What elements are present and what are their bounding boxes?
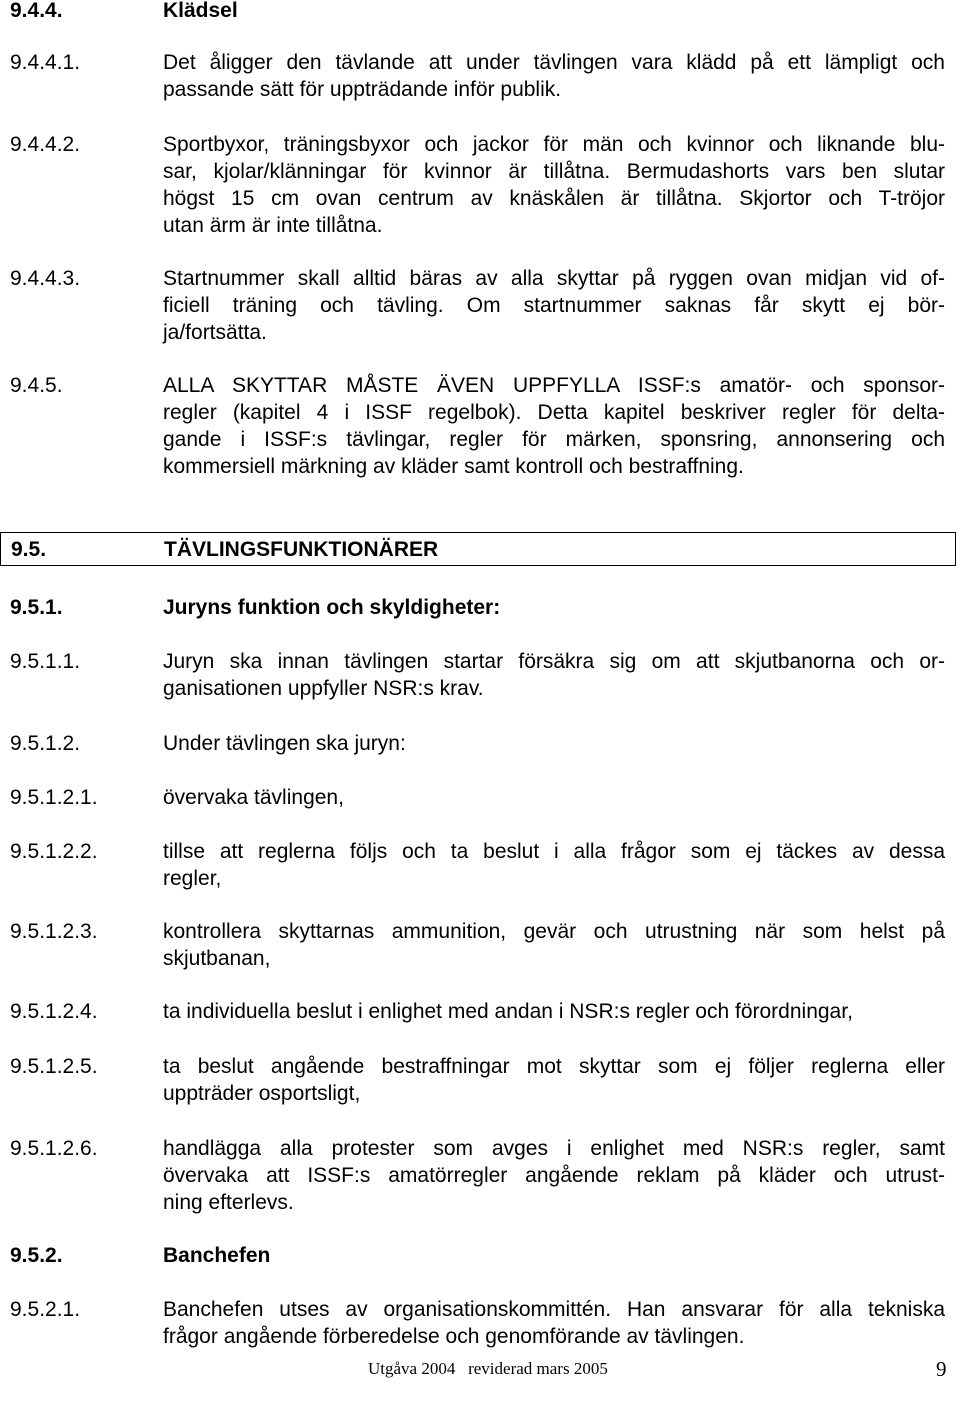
text-line: tillse att reglerna följs och ta beslut i alla frågor som ej täckes av dessa [163,840,945,863]
text-line: Banchefen utses av organisationskommittén. Han ansvarar för alla tekniska [163,1298,945,1321]
paragraph-number: 9.5.1.2. [10,732,81,755]
paragraph-number: 9.5.1.2.4. [10,1000,98,1023]
text-line: Startnummer skall alltid bäras av alla skyttar på ryggen ovan midjan vid of- [163,267,945,290]
footer-edition: Utgåva 2004 reviderad mars 2005 [368,1359,608,1378]
section-heading-box [0,532,956,566]
text-line: ganisationen uppfyller NSR:s krav. [163,677,484,700]
text-line: uppträder osportsligt, [163,1082,361,1105]
paragraph-number: 9.5.1.2.2. [10,840,98,863]
section-title: TÄVLINGSFUNKTIONÄRER [164,538,439,561]
text-line: övervaka att ISSF:s amatörregler angående reklam på kläder och utrust- [163,1164,945,1187]
paragraph-number: 9.4.4.1. [10,51,81,74]
paragraph-number: 9.4.4.3. [10,267,81,290]
paragraph-text [163,1296,945,1350]
text-line: kommersiell märkning av kläder samt kontroll och bestraffning. [163,455,744,478]
paragraph-text [163,265,945,346]
text-line: Sportbyxor, träningsbyxor och jackor för män och kvinnor och liknande blu- [163,133,945,156]
paragraph-text [163,1053,945,1107]
text-line: Det åligger den tävlande att under tävlingen vara klädd på ett lämpligt och [163,51,945,74]
text-line: handlägga alla protester som avges i enlighet med NSR:s regler, samt [163,1137,945,1160]
section-title: Juryns funktion och skyldigheter: [163,596,501,619]
section-number: 9.4.4. [10,0,63,22]
paragraph-text [163,784,945,811]
text-line: övervaka tävlingen, [163,786,344,809]
section-title: Klädsel [163,0,238,22]
paragraph-number: 9.5.1.2.5. [10,1055,98,1078]
paragraph-text [163,1135,945,1216]
paragraph-number: 9.4.5. [10,374,63,397]
text-line: sar, kjolar/klänningar för kvinnor är tillåtna. Bermudashorts vars ben slutar [163,160,945,183]
paragraph-text [163,730,945,757]
text-line: ta individuella beslut i enlighet med andan i NSR:s regler och förordningar, [163,1000,853,1023]
paragraph-number: 9.5.1.1. [10,650,81,673]
text-line: ning efterlevs. [163,1191,294,1214]
text-line: regler, [163,867,222,890]
text-line: Under tävlingen ska juryn: [163,732,406,755]
text-line: ja/fortsätta. [163,321,267,344]
text-line: Juryn ska innan tävlingen startar försäkra sig om att skjutbanorna och or- [163,650,945,673]
text-line: ALLA SKYTTAR MÅSTE ÄVEN UPPFYLLA ISSF:s amatör- och sponsor- [163,374,945,397]
page-number: 9 [936,1357,947,1381]
paragraph-text [163,49,945,103]
text-line: frågor angående förberedelse och genomförande av tävlingen. [163,1325,745,1348]
text-line: kontrollera skyttarnas ammunition, gevär och utrustning när som helst på [163,920,945,943]
text-line: regler (kapitel 4 i ISSF regelbok). Detta kapitel beskriver regler för delta- [163,401,945,424]
paragraph-text [163,838,945,892]
text-line: ta beslut angående bestraffningar mot skyttar som ej följer reglerna eller [163,1055,945,1078]
paragraph-number: 9.5.1.2.6. [10,1137,98,1160]
text-line: skjutbanan, [163,947,271,970]
paragraph-text [163,372,945,480]
text-line: passande sätt för uppträdande inför publik. [163,78,562,101]
paragraph-text [163,918,945,972]
section-number: 9.5.1. [10,596,63,619]
paragraph-number: 9.4.4.2. [10,133,81,156]
section-title: Banchefen [163,1244,271,1267]
paragraph-text [163,648,945,702]
paragraph-text [163,131,945,239]
text-line: ficiell träning och tävling. Om startnummer saknas får skytt ej bör- [163,294,945,317]
text-line: utan ärm är inte tillåtna. [163,214,383,237]
text-line: gande i ISSF:s tävlingar, regler för märken, sponsring, annonsering och [163,428,945,451]
paragraph-text [163,998,945,1025]
paragraph-number: 9.5.1.2.1. [10,786,98,809]
text-line: högst 15 cm ovan centrum av knäskålen är tillåtna. Skjortor och T-tröjor [163,187,945,210]
paragraph-number: 9.5.2.1. [10,1298,81,1321]
section-number: 9.5. [11,538,47,561]
paragraph-number: 9.5.1.2.3. [10,920,98,943]
section-number: 9.5.2. [10,1244,63,1267]
